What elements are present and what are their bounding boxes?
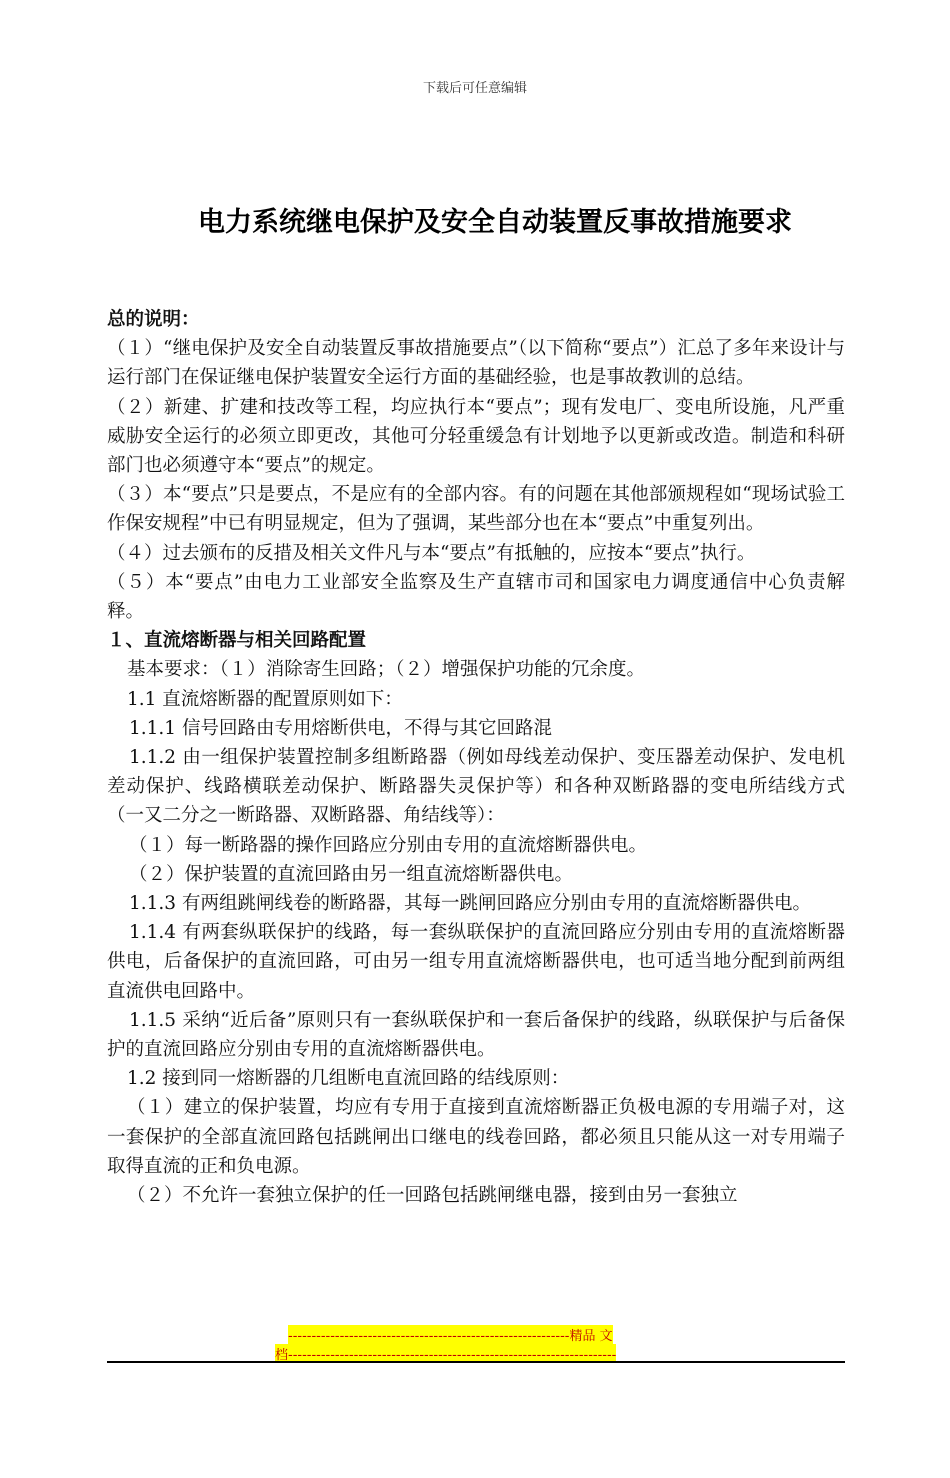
clause-1-1-2-a: （１）每一断路器的操作回路应分别由专用的直流熔断器供电。 bbox=[129, 834, 648, 856]
paragraph-5: （５）本“要点”由电力工业部安全监察及生产直辖市司和国家电力调度通信中心负责解释。 bbox=[107, 571, 845, 623]
clause-1-1-2-b: （２）保护装置的直流回路由另一组直流熔断器供电。 bbox=[129, 863, 574, 885]
footer-divider bbox=[107, 1361, 845, 1363]
paragraph-1: （１）“继电保护及安全自动装置反事故措施要点”（以下简称“要点”）汇总了多年来设计与运行部门在保证继电保护装置安全运行方面的基础经验，也是事故教训的总结。 bbox=[107, 338, 845, 389]
clause-1-1-2: 1.1.2 由一组保护装置控制多组断路器（例如母线差动保护、变压器差动保护、发电机差动保护、线路横联差动保护、断路器失灵保护等）和各种双断路器的变电所结线方式（一又二分之一断路器、双断路器、角结线等）： bbox=[107, 747, 845, 827]
clause-1-1-5: 1.1.5 采纳“近后备”原则只有一套纵联保护和一套后备保护的线路，纵联保护与后备保护的直流回路应分别由专用的直流熔断器供电。 bbox=[107, 1009, 845, 1061]
clause-1-1-4: 1.1.4 有两套纵联保护的线路，每一套纵联保护的直流回路应分别由专用的直流熔断器供电，后备保护的直流回路，可由另一组专用直流熔断器供电，也可适当地分配到前两组直流供电回路中。 bbox=[107, 922, 845, 1002]
section-1-basic-requirements: 基本要求：（１）消除寄生回路；（２）增强保护功能的冗余度。 bbox=[127, 659, 646, 681]
document-body bbox=[107, 305, 845, 1210]
paragraph-3: （３）本“要点”只是要点，不是应有的全部内容。有的问题在其他部颁规程如“现场试验工作保安规程”中已有明显规定，但为了强调，某些部分也在本“要点”中重复列出。 bbox=[107, 484, 845, 535]
clause-1-1-3: 1.1.3 有两组跳闸线卷的断路器，其每一跳闸回路应分别由专用的直流熔断器供电。 bbox=[129, 893, 811, 915]
section-1-heading: １、直流熔断器与相关回路配置 bbox=[107, 630, 367, 652]
clause-1-1: 1.1 直流熔断器的配置原则如下： bbox=[127, 688, 403, 710]
paragraph-4: （４）过去颁布的反措及相关文件凡与本“要点”有抵触的，应按本“要点”执行。 bbox=[107, 542, 756, 564]
paragraph-2: （２）新建、扩建和技改等工程，均应执行本“要点”；现有发电厂、变电所设施，凡严重威胁安全运行的必须立即更改，其他可分轻重缓急有计划地予以更新或改造。制造和科研部门也必须遵守本“要点”的规定。 bbox=[107, 396, 845, 477]
page-header: 下载后可任意编辑 bbox=[422, 81, 527, 96]
footer-line-2: 档---------------------------------------------------------------------- bbox=[275, 1344, 616, 1363]
clause-1-2-a: （１）建立的保护装置，均应有专用于直接到直流熔断器正负极电源的专用端子对，这一套保护的全部直流回路包括跳闸出口继电的线卷回路，都必须且只能从这一对专用端子取得直流的正和负电源。 bbox=[107, 1097, 845, 1177]
clause-1-1-1: 1.1.1 信号回路由专用熔断供电，不得与其它回路混 bbox=[129, 717, 552, 739]
footer-line-1: ------------------------------------------------------------精品 文 bbox=[288, 1325, 613, 1344]
clause-1-2-b: （２）不允许一套独立保护的任一回路包括跳闸继电器，接到由另一套独立 bbox=[127, 1185, 738, 1207]
general-heading: 总的说明： bbox=[107, 309, 200, 330]
clause-1-2: 1.2 接到同一熔断器的几组断电直流回路的结线原则： bbox=[127, 1068, 570, 1090]
document-title: 电力系统继电保护及安全自动装置反事故措施要求 bbox=[198, 207, 792, 238]
